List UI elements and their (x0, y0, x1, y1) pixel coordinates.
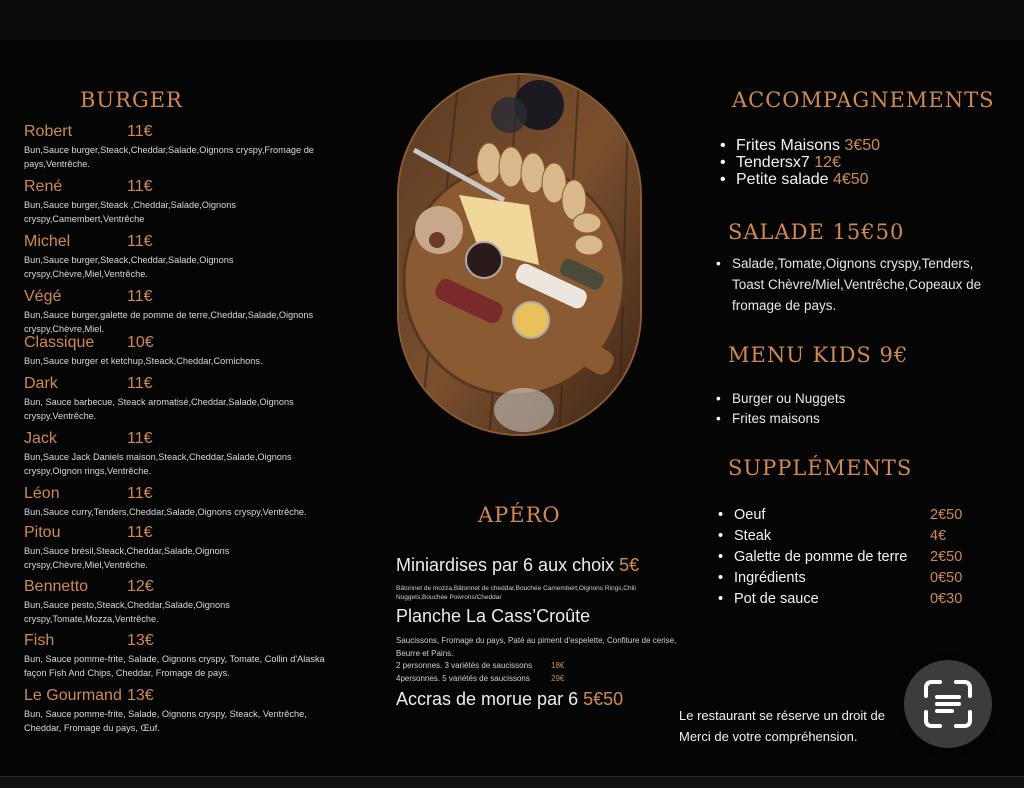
burger-item-jack (24, 429, 334, 478)
burger-item-robert (24, 122, 334, 171)
accompagnement-price: 3€50 (844, 137, 881, 154)
accompagnement-price: 4€50 (832, 171, 869, 188)
planche-option-2p (396, 660, 696, 671)
supplement-item (718, 547, 988, 568)
text-scan-icon (904, 660, 992, 748)
burger-item-name: Pitou (24, 524, 61, 541)
accompagnement-label: Tendersx7 (736, 154, 810, 171)
accras-label: Accras de morue par 6 (396, 689, 579, 709)
accompagnement-label: Petite salade (736, 171, 829, 188)
photo-illustration (399, 75, 642, 436)
burger-item-desc: Bun,Sauce burger,Steack,Cheddar,Salade,Oignons cryspy,Fromage de pays,Ventrêche. (24, 145, 314, 169)
burger-item-desc: Bun,Sauce Jack Daniels maison,Steack,Cheddar,Salade,Oignons cryspy,Oignon rings,Ventrêche. (24, 452, 292, 476)
burger-item-dark (24, 374, 334, 423)
burger-item-desc: Bun,Sauce burger,galette de pomme de terre,Cheddar,Salade,Oignons cryspy,Chèvre,Miel. (24, 310, 314, 334)
burger-item-header (24, 686, 334, 706)
supplement-label: Pot de sauce (734, 591, 819, 607)
burger-item-name: Végé (24, 288, 62, 305)
planche-label: Planche La Cass’Croûte (396, 606, 591, 626)
accompagnement-item (720, 154, 880, 171)
burger-item-header (24, 429, 334, 449)
accompagnement-label: Frites Maisons (736, 137, 841, 154)
burger-item-price: 11€ (127, 485, 153, 502)
kids-item: • Burger ou Nuggets (716, 389, 845, 409)
burger-item-name: Michel (24, 233, 71, 250)
burger-item-name: Classique (24, 334, 95, 351)
burger-item-name: Robert (24, 123, 73, 140)
burger-item-header (24, 374, 334, 394)
kids-list (716, 389, 845, 429)
supplement-item (718, 526, 988, 547)
burger-item-price: 11€ (127, 178, 153, 195)
burger-item-bennetto (24, 577, 334, 626)
burger-item-fish (24, 631, 334, 680)
burger-item-price: 11€ (127, 233, 153, 250)
burger-item-price: 13€ (127, 632, 154, 649)
supplement-price: 4€ (930, 528, 947, 544)
supplement-label: Galette de pomme de terre (734, 549, 908, 565)
burger-item-desc: Bun,Sauce brésil,Steack,Cheddar,Salade,Oignons cryspy,Chèvre,Miel,Ventrêche. (24, 546, 230, 570)
burger-item-header (24, 577, 334, 597)
accompagnement-price: 12€ (814, 154, 841, 171)
apero-title: APÉRO (478, 503, 561, 527)
burger-item-header (24, 523, 334, 543)
burger-item-desc: Bun,Sauce burger,Steack,Cheddar,Salade,Oignons cryspy,Chèvre,Miel,Ventrêche. (24, 255, 234, 279)
kids-title: MENU KIDS 9€ (728, 343, 909, 367)
planche-desc: Saucissons, Fromage du pays, Paté au piment d'espelette, Confiture de cerise, Beurre et Pains. (396, 636, 677, 658)
burger-item-desc: Bun,Sauce burger,Steack ,Cheddar,Salade,Oignons cryspy,Camembert,Ventrêche (24, 200, 236, 224)
burger-item-michel (24, 232, 334, 281)
footer-line-2: Merci de votre compréhension. (679, 729, 858, 744)
burger-item-price: 11€ (127, 288, 153, 305)
planche-option-4p-label: 4personnes. 5 variétés de saucissons (396, 674, 530, 683)
burger-item-name: Le Gourmand (24, 687, 122, 704)
planche-option-2p-label: 2 personnes. 3 variétés de saucissons (396, 661, 533, 670)
supplements-list (718, 505, 988, 610)
burger-item-price: 11€ (127, 430, 153, 447)
salade-desc: • Salade,Tomate,Oignons cryspy,Tenders, Toast Chèvre/Miel,Ventrêche,Copeaux de fromage de pays. (716, 253, 994, 316)
burger-item-le-gourmand (24, 686, 334, 735)
burger-item-price: 10€ (127, 334, 154, 351)
burger-item-header (24, 122, 334, 142)
charcuterie-board-photo (397, 73, 642, 436)
burger-item-price: 11€ (127, 123, 153, 140)
supplements-title: SUPPLÉMENTS (728, 456, 913, 480)
burger-item-name: Jack (24, 430, 57, 447)
burger-item-desc: Bun,Sauce burger et ketchup,Steack,Cheddar,Cornichons. (24, 356, 263, 366)
accompagnement-item (720, 171, 880, 188)
supplement-item (718, 505, 988, 526)
burger-item-price: 13€ (127, 687, 154, 704)
burger-item-header (24, 232, 334, 252)
salade-list (716, 253, 994, 316)
burger-item-header (24, 333, 334, 353)
burger-item-name: Dark (24, 375, 58, 392)
burger-item-name: Léon (24, 485, 60, 502)
burger-item-ren- (24, 177, 334, 226)
supplement-label: Oeuf (734, 507, 766, 523)
supplement-price: 0€30 (930, 591, 963, 607)
burger-item-header (24, 177, 334, 197)
burger-item-desc: Bun,Sauce curry,Tenders,Cheddar,Salade,Oignons cryspy,Ventrêche. (24, 507, 307, 517)
burger-item-price: 11€ (127, 375, 153, 392)
burger-item-name: René (24, 178, 63, 195)
burger-item-header (24, 484, 334, 504)
burger-item-name: Bennetto (24, 578, 89, 595)
planche-option-4p-price: 29€ (551, 674, 565, 683)
kids-item: • Frites maisons (716, 409, 845, 429)
accras-line (396, 689, 623, 710)
burger-item-price: 11€ (127, 524, 153, 541)
accompagnement-item (720, 137, 880, 154)
miniardises-price: 5€ (619, 555, 640, 575)
supplement-label: Ingrédients (734, 570, 806, 586)
supplement-price: 2€50 (930, 507, 963, 523)
burger-item-header (24, 287, 334, 307)
supplement-label: Steak (734, 528, 772, 544)
footer-line-1-text: Le restaurant se réserve un droit de (679, 708, 885, 723)
miniardises-line (396, 555, 639, 576)
burger-item-desc: Bun, Sauce pomme-frite, Salade, Oignons cryspy, Steack, Ventrêche, Cheddar, Fromage du pays, Œuf. (24, 709, 307, 733)
accompagnements-title: ACCOMPAGNEMENTS (732, 88, 995, 112)
burger-item-price: 12€ (127, 578, 154, 595)
miniardises-label: Miniardises par 6 aux choix (396, 555, 615, 575)
burger-item-desc: Bun, Sauce pomme-frite, Salade, Oignons cryspy, Tomate, Collin d'Alaska façon Fish And Chips, Cheddar, Fromage de pays. (24, 654, 325, 678)
planche-option-2p-price: 18€ (551, 661, 565, 670)
burger-item-classique (24, 333, 334, 368)
accras-price: 5€50 (583, 689, 624, 709)
salade-title: SALADE 15€50 (728, 220, 905, 244)
miniardises-desc: Bâtonnet de mozza,Bâtonnet de cheddar,Bouchée Camembert,Oignons Rings,Chili Nuggets,Bouchée Poivrons/Cheddar (396, 585, 636, 601)
text-scan-button[interactable] (904, 660, 992, 748)
burger-item-desc: Bun,Sauce pesto,Steack,Cheddar,Salade,Oignons cryspy,Tomate,Mozza,Ventrêche. (24, 600, 230, 624)
top-bar (0, 0, 1024, 40)
planche-option-4p (396, 673, 696, 684)
supplement-price: 2€50 (930, 549, 963, 565)
burger-item-l-on (24, 484, 334, 519)
supplement-price: 0€50 (930, 570, 963, 586)
burger-item-pitou (24, 523, 334, 572)
burger-item-v-g- (24, 287, 334, 336)
burger-item-header (24, 631, 334, 651)
supplement-item (718, 589, 988, 610)
burger-title: BURGER (80, 88, 183, 112)
supplement-item (718, 568, 988, 589)
burger-item-desc: Bun, Sauce barbecue, Steack aromatisé,Cheddar,Salade,Oignons cryspy,Ventrêche. (24, 397, 294, 421)
accompagnements-list (720, 137, 880, 188)
bottom-bar (0, 776, 1024, 788)
burger-item-name: Fish (24, 632, 55, 649)
